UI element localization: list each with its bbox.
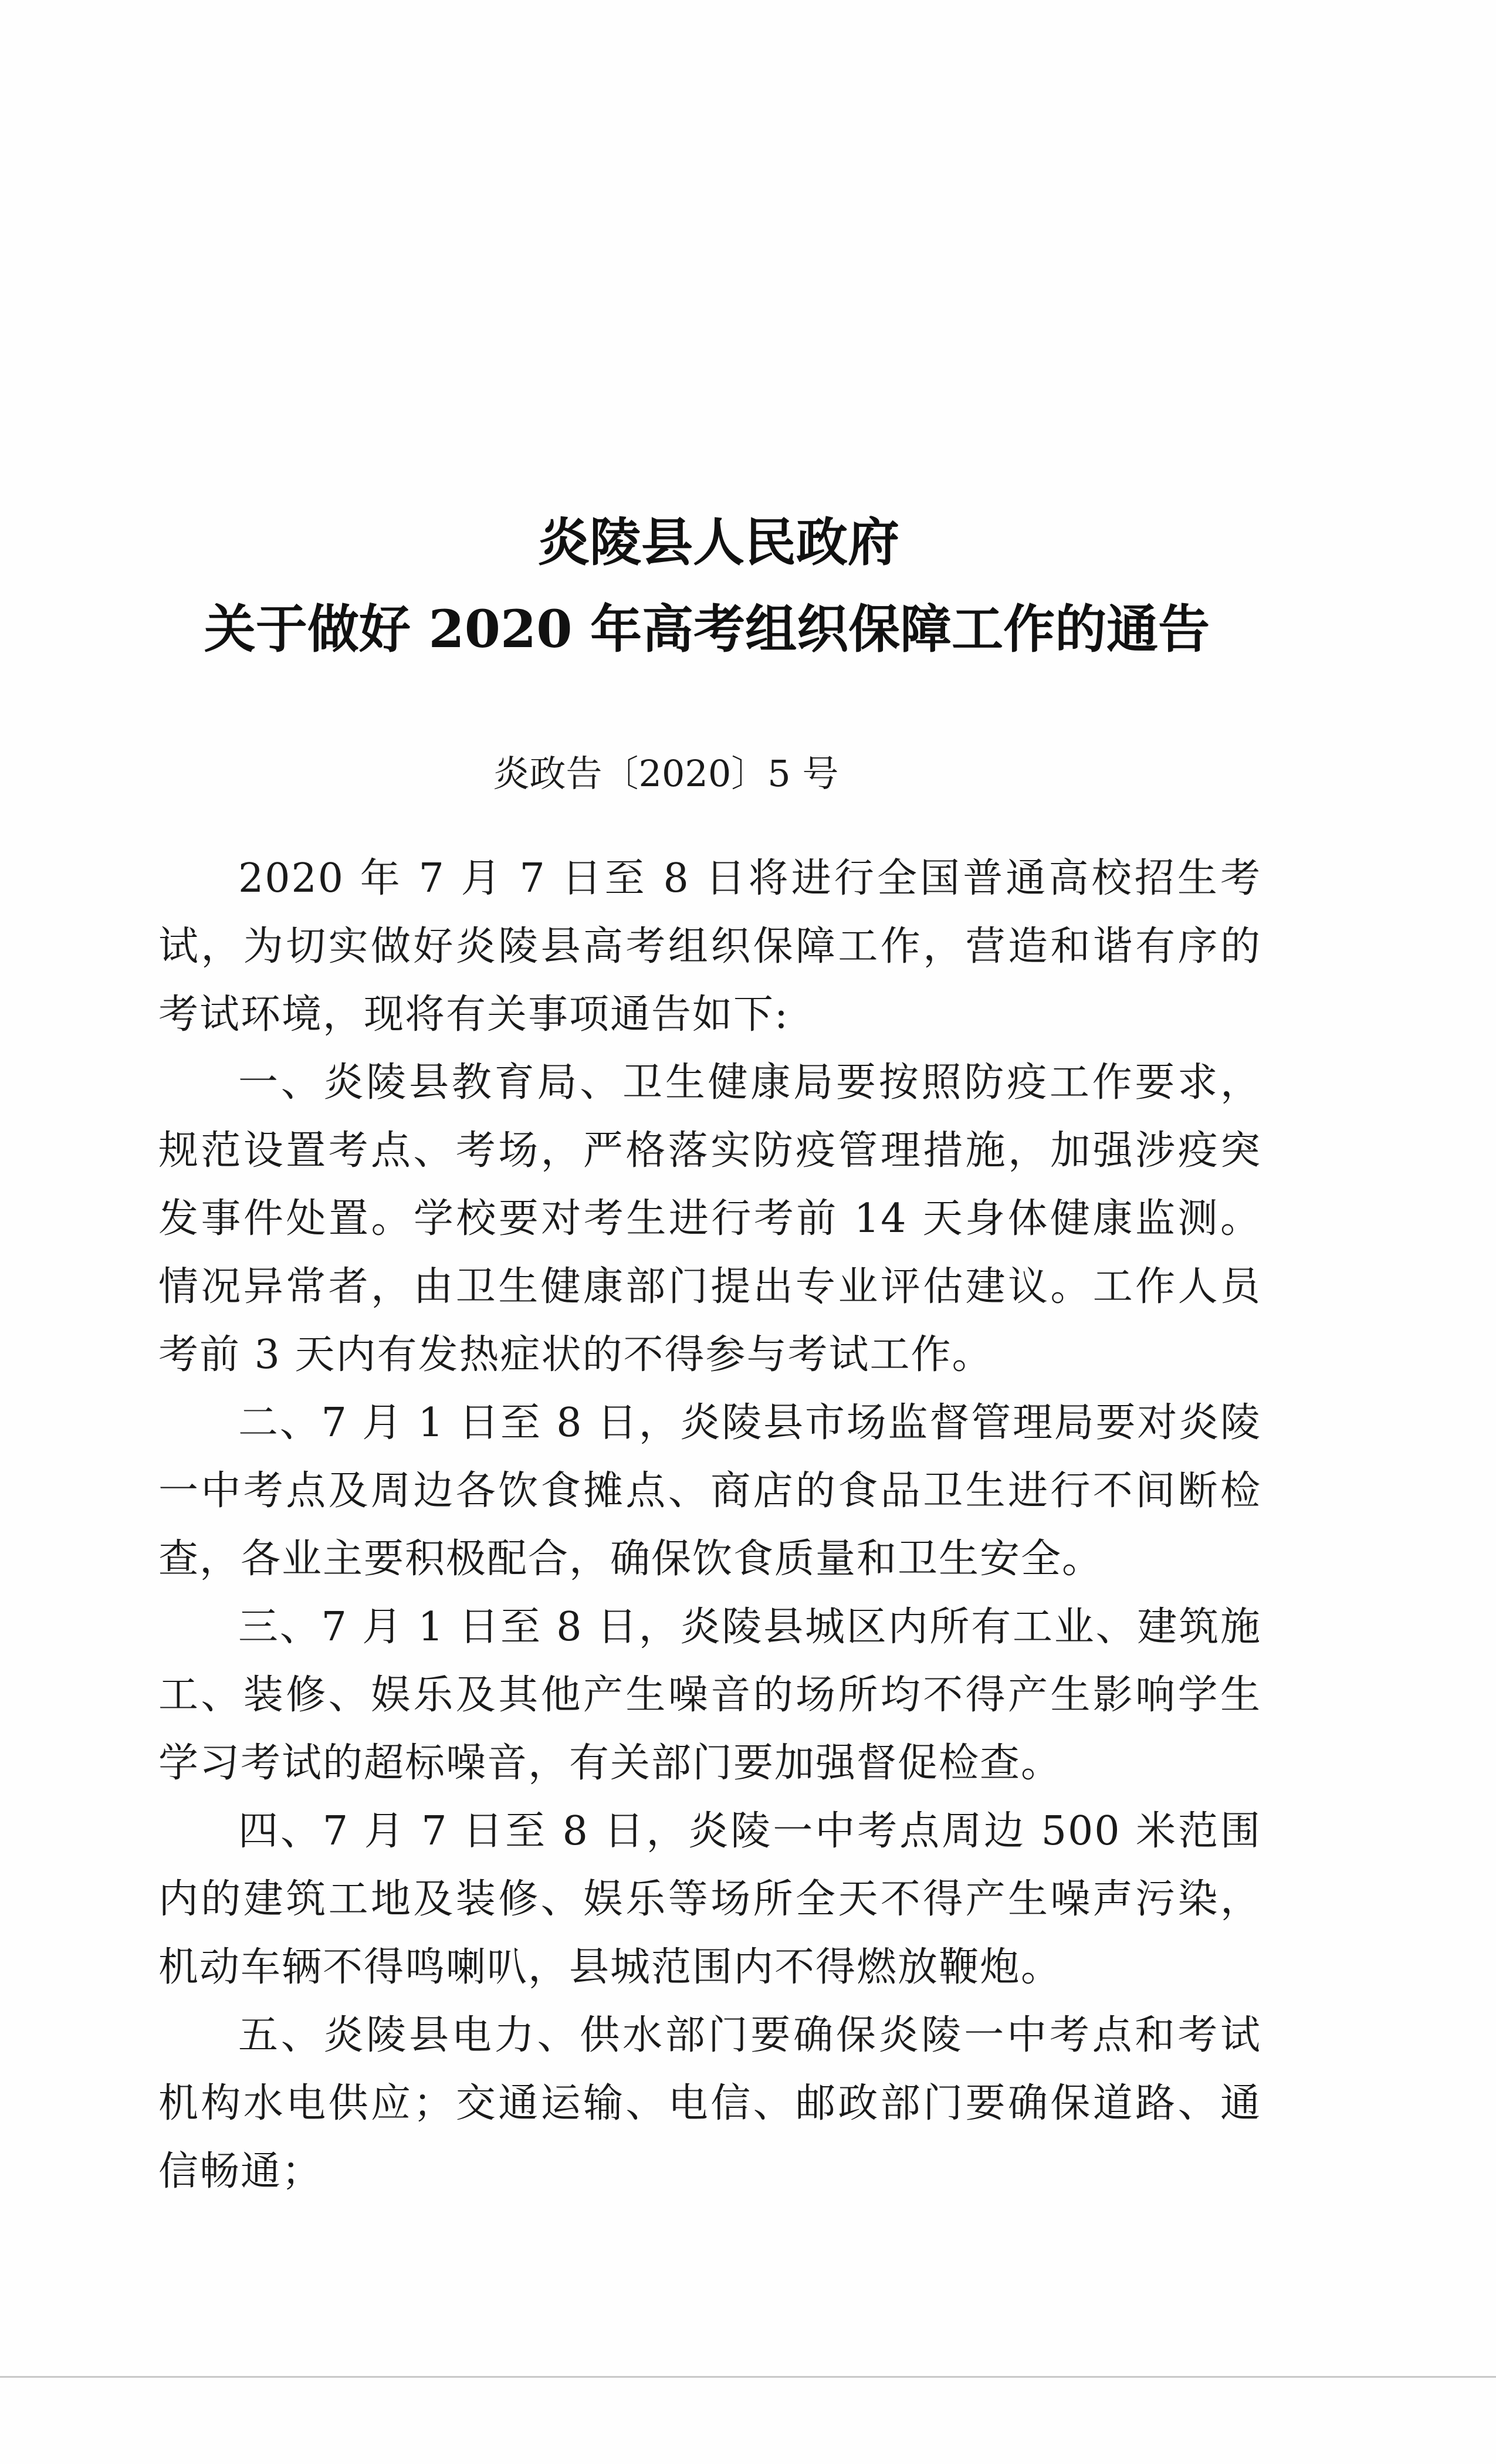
document-body	[158, 845, 1261, 2206]
paragraph-intro: 2020 年 7 月 7 日至 8 日将进行全国普通高校招生考试，为切实做好炎陵县高考组织保障工作，营造和谐有序的考试环境，现将有关事项通告如下:	[158, 855, 1261, 1038]
paragraph-item-4: 四、7 月 7 日至 8 日，炎陵一中考点周边 500 米范围内的建筑工地及装修、娱乐等场所全天不得产生噪声污染，机动车辆不得鸣喇叭，县城范围内不得燃放鞭炮。	[158, 1808, 1261, 1991]
scan-edge-line	[0, 2376, 1496, 2378]
title-subject: 关于做好 2020 年高考组织保障工作的通告	[204, 598, 1210, 659]
paragraph-item-3: 三、7 月 1 日至 8 日，炎陵县城区内所有工业、建筑施工、装修、娱乐及其他产生噪音的场所均不得产生影响学生学习考试的超标噪音，有关部门要加强督促检查。	[158, 1604, 1261, 1786]
paragraph-item-5: 五、炎陵县电力、供水部门要确保炎陵一中考点和考试机构水电供应；交通运输、电信、邮政部门要确保道路、通信畅通；	[158, 2012, 1261, 2195]
document-number: 炎政告〔2020〕5 号	[493, 752, 839, 795]
document-title	[0, 512, 1496, 659]
title-issuer: 炎陵县人民政府	[537, 512, 899, 573]
paragraph-item-1: 一、炎陵县教育局、卫生健康局要按照防疫工作要求，规范设置考点、考场，严格落实防疫管理措施，加强涉疫突发事件处置。学校要对考生进行考前 14 天身体健康监测。情况异常者，由卫生健康部门提出专业评估建议。工作人员考前 3 天内有发热症状的不得参与考试工作。	[158, 1060, 1261, 1378]
paragraph-item-2: 二、7 月 1 日至 8 日，炎陵县市场监督管理局要对炎陵一中考点及周边各饮食摊点、商店的食品卫生进行不间断检查，各业主要积极配合，确保饮食质量和卫生安全。	[158, 1400, 1261, 1582]
